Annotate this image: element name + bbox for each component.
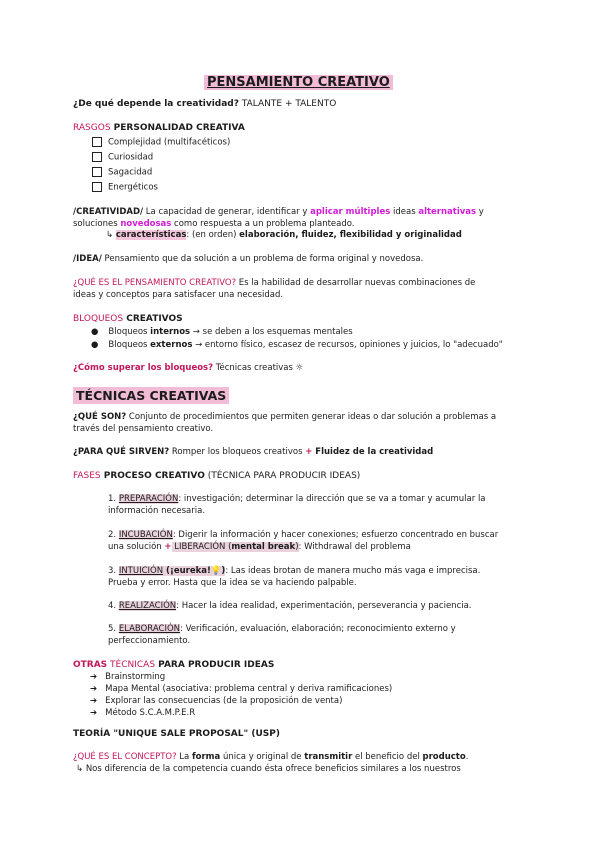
fase-elaboracion-2: perfeccionamiento. (108, 636, 191, 646)
usp-concepto: ¿QUÉ ES EL CONCEPTO? La forma única y original de transmitir el beneficio del producto. (73, 752, 469, 762)
question-creatividad: ¿De qué depende la creatividad? TALANTE + TALENTO (73, 99, 337, 109)
tecnicas-que-son-1: ¿QUÉ SON? Conjunto de procedimientos que permiten generar ideas o dar solución a problemas a (73, 412, 497, 422)
fase-preparacion-2: información necesaria. (108, 506, 206, 516)
section-title-tecnicas: TÉCNICAS CREATIVAS (73, 385, 229, 404)
otras-heading: OTRAS TÉCNICAS PARA PRODUCIR IDEAS (73, 660, 275, 670)
fase-intuicion-2: Prueba y error. Hasta que la idea se va haciendo palpable. (108, 578, 357, 588)
fases-heading: FASES PROCESO CREATIVO (TÉCNICA PARA PRODUCIR IDEAS) (73, 471, 361, 481)
pensamiento-line2: ideas y conceptos para satisfacer una necesidad. (73, 290, 284, 300)
fase-intuicion: 3. INTUICIÓN (¡eureka!💡): Las ideas brotan de manera mucho más vaga e imprecisa. (108, 566, 481, 576)
fase-incubacion-2: una solución + LIBERACIÓN (mental break): Withdrawal del problema (108, 542, 411, 552)
tecnicas-que-son-2: través del pensamiento creativo. (73, 424, 214, 434)
rasgo-item: Sagacidad (92, 167, 152, 179)
bloqueos-superar: ¿Cómo superar los bloqueos? Técnicas creativas ☼ (73, 363, 304, 373)
bullet-icon: ● (91, 340, 99, 350)
fase-realizacion: 4. REALIZACIÓN: Hacer la idea realidad, experimentación, perseverancia y paciencia. (108, 601, 472, 611)
checkbox-icon[interactable] (92, 152, 102, 162)
arrow-right-icon: ➔ (90, 708, 98, 718)
creatividad-def-line1: /CREATIVIDAD/ La capacidad de generar, identificar y aplicar múltiples ideas alternativas y (73, 207, 484, 217)
checkbox-icon[interactable] (92, 137, 102, 147)
pensamiento-line1: ¿QUÉ ES EL PENSAMIENTO CREATIVO? Es la habilidad de desarrollar nuevas combinaciones de (73, 278, 476, 288)
tecnicas-para-que: ¿PARA QUÉ SIRVEN? Romper los bloqueos creativos + Fluidez de la creatividad (73, 447, 434, 457)
rasgo-item: Curiosidad (92, 152, 153, 164)
usp-heading: TEORÍA "UNIQUE SALE PROPOSAL" (USP) (73, 729, 280, 739)
page-title: PENSAMIENTO CREATIVO (204, 71, 393, 90)
otras-item: ➔ Explorar las consecuencias (de la proposición de venta) (90, 696, 343, 706)
idea-def: /IDEA/ Pensamiento que da solución a un problema de forma original y novedosa. (73, 254, 424, 264)
fase-incubacion: 2. INCUBACIÓN: Digerir la información y hacer conexiones; esfuerzo concentrado en buscar (108, 530, 499, 540)
checkbox-icon[interactable] (92, 167, 102, 177)
rasgos-heading: RASGOS PERSONALIDAD CREATIVA (73, 123, 245, 133)
fase-preparacion: 1. PREPARACIÓN: investigación; determinar la dirección que se va a tomar y acumular la (108, 494, 486, 504)
bloqueo-item: ● Bloqueos externos → entorno físico, escasez de recursos, opiniones y juicios, lo "adecuado" (91, 340, 503, 350)
rasgo-item: Energéticos (92, 182, 158, 194)
usp-note: ↳ Nos diferencia de la competencia cuando ésta ofrece beneficios similares a los nuestros (76, 764, 461, 774)
fase-elaboracion: 5. ELABORACIÓN: Verificación, evaluación, elaboración; reconocimiento externo y (108, 624, 456, 634)
bloqueos-heading: BLOQUEOS CREATIVOS (73, 314, 183, 324)
bloqueo-item: ● Bloqueos internos → se deben a los esquemas mentales (91, 327, 353, 337)
arrow-right-icon: ➔ (90, 684, 98, 694)
otras-item: ➔ Mapa Mental (asociativa: problema central y deriva ramificaciones) (90, 684, 393, 694)
otras-item: ➔ Brainstorming (90, 672, 166, 682)
checkbox-icon[interactable] (92, 182, 102, 192)
arrow-right-icon: ➔ (90, 696, 98, 706)
rasgo-item: Complejidad (multifacéticos) (92, 137, 230, 149)
creatividad-def-line2: soluciones novedosas como respuesta a un problema planteado. (73, 219, 355, 229)
otras-item: ➔ Método S.C.A.M.P.E.R (90, 708, 196, 718)
bullet-icon: ● (91, 327, 99, 337)
creatividad-caracteristicas: ↳ características: (en orden) elaboración, fluidez, flexibilidad y originalidad (106, 230, 462, 240)
arrow-right-icon: ➔ (90, 672, 98, 682)
